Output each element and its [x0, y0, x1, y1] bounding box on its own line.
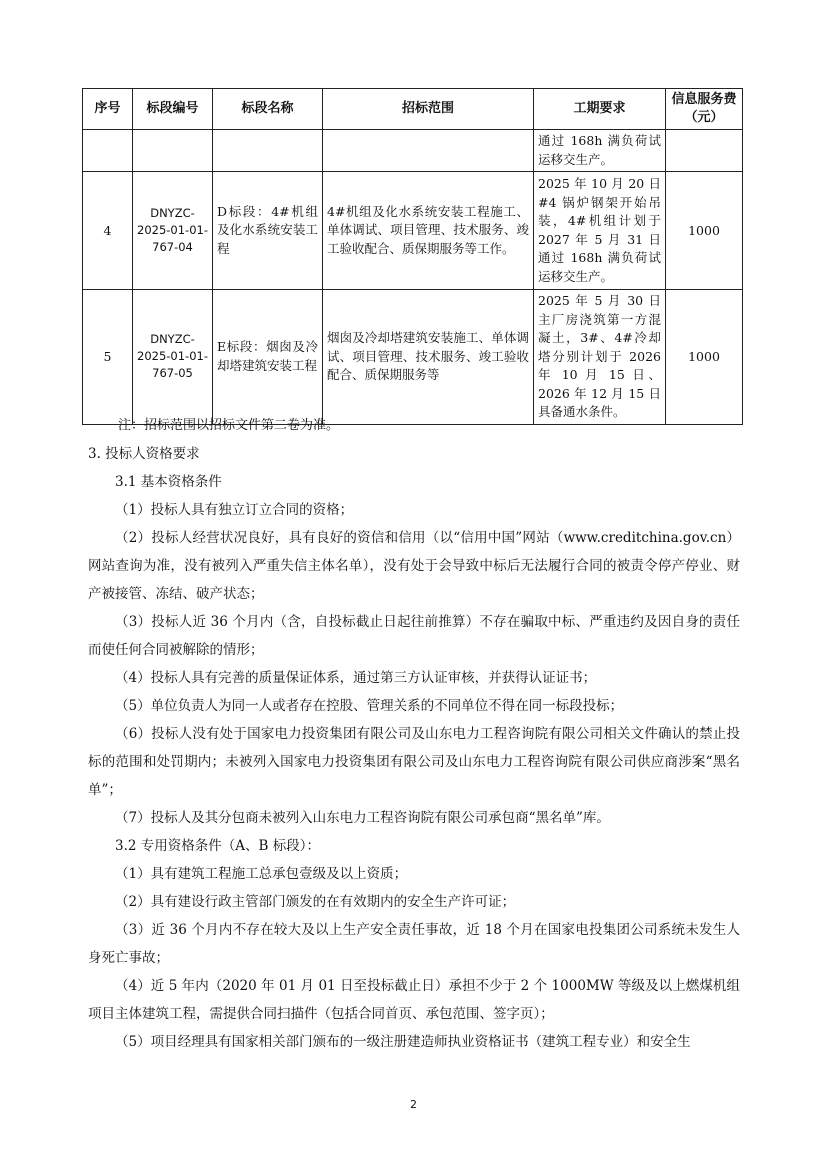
header-name: 标段名称	[213, 89, 323, 130]
header-fee: 信息服务费（元）	[666, 89, 743, 130]
section-3-1-heading: 3.1 基本资格条件	[115, 474, 222, 490]
table-row	[83, 172, 743, 290]
table-row	[83, 290, 743, 425]
cell-scope: 4#机组及化水系统安装工程施工、单体调试、项目管理、技术服务、竣工验收配合、质保期服务等工作。	[323, 172, 534, 290]
list-item: （4）近 5 年内（2020 年 01 月 01 日至投标截止日）承担不少于 2 个 1000MW 等级及以上燃煤机组项目主体建筑工程，需提供合同扫描件（包括合同首页、承包范围、签字页）；	[88, 978, 740, 1022]
cell-schedule: 2025 年 5 月 30 日主厂房浇筑第一方混凝土，3#、4#冷却塔分别计划于 2026 年 10 月 15 日、2026 年 12 月 15 日具备通水条件。	[534, 290, 666, 425]
list-item: （5）单位负责人为同一人或者存在控股、管理关系的不同单位不得在同一标段投标；	[115, 698, 624, 714]
cell-fee: 1000	[666, 172, 743, 290]
cell-no: 4	[83, 172, 133, 290]
cell-fee: 1000	[666, 290, 743, 425]
table-note: 注：招标范围以招标文件第二卷为准。	[118, 418, 340, 433]
cell-code: DNYZC-2025-01-01-767-05	[133, 290, 213, 425]
cell-name: E标段：烟囱及冷却塔建筑安装工程	[213, 290, 323, 425]
list-item: （3）近 36 个月内不存在较大及以上生产安全责任事故，近 18 个月在国家电投集团公司系统未发生人身死亡事故；	[88, 922, 740, 966]
list-item: （5）项目经理具有国家相关部门颁布的一级注册建造师执业资格证书（建筑工程专业）和安全生	[115, 1034, 691, 1050]
list-item: （2）具有建设行政主管部门颁发的在有效期内的安全生产许可证；	[115, 894, 516, 910]
cell-code: DNYZC-2025-01-01-767-04	[133, 172, 213, 290]
list-item: （1）具有建筑工程施工总承包壹级及以上资质；	[115, 866, 408, 882]
table-row-continuation	[83, 130, 743, 172]
header-no: 序号	[83, 89, 133, 130]
list-item: （7）投标人及其分包商未被列入山东电力工程咨询院有限公司承包商“黑名单”库。	[115, 810, 610, 826]
table-header-row	[83, 89, 743, 130]
bid-section-table	[82, 88, 743, 425]
list-item: （1）投标人具有独立订立合同的资格；	[115, 502, 354, 518]
list-item: （6）投标人没有处于国家电力投资集团有限公司及山东电力工程咨询院有限公司相关文件确认的禁止投标的范围和处罚期内；未被列入国家电力投资集团有限公司及山东电力工程咨询院有限公司供应商涉案“黑名单”；	[88, 726, 740, 798]
cell-no: 5	[83, 290, 133, 425]
header-scope: 招标范围	[323, 89, 534, 130]
cell-scope: 烟囱及冷却塔建筑安装施工、单体调试、项目管理、技术服务、竣工验收配合、质保期服务等	[323, 290, 534, 425]
header-schedule: 工期要求	[534, 89, 666, 130]
list-item: （2）投标人经营状况良好，具有良好的资信和信用（以“信用中国”网站（www.creditchina.gov.cn）网站查询为准，没有被列入严重失信主体名单），没有处于会导致中标后无法履行合同的被责令停产停业、财产被接管、冻结、破产状态；	[88, 530, 740, 602]
page-number: 2	[410, 1098, 417, 1111]
cell-name: D标段：4#机组及化水系统安装工程	[213, 172, 323, 290]
cell-schedule: 2025 年 10 月 20 日#4 锅炉钢架开始吊装，4#机组计划于 2027 年 5 月 31 日通过 168h 满负荷试运移交生产。	[534, 172, 666, 290]
list-item: （3）投标人近 36 个月内（含，自投标截止日起往前推算）不存在骗取中标、严重违约及因自身的责任而使任何合同被解除的情形；	[88, 614, 740, 658]
header-code: 标段编号	[133, 89, 213, 130]
list-item: （4）投标人具有完善的质量保证体系，通过第三方认证审核，并获得认证证书；	[115, 670, 597, 686]
section-3-heading: 3. 投标人资格要求	[88, 446, 200, 462]
cell-schedule: 通过 168h 满负荷试运移交生产。	[534, 130, 666, 172]
section-3-2-heading: 3.2 专用资格条件（A、B 标段）：	[115, 838, 320, 854]
